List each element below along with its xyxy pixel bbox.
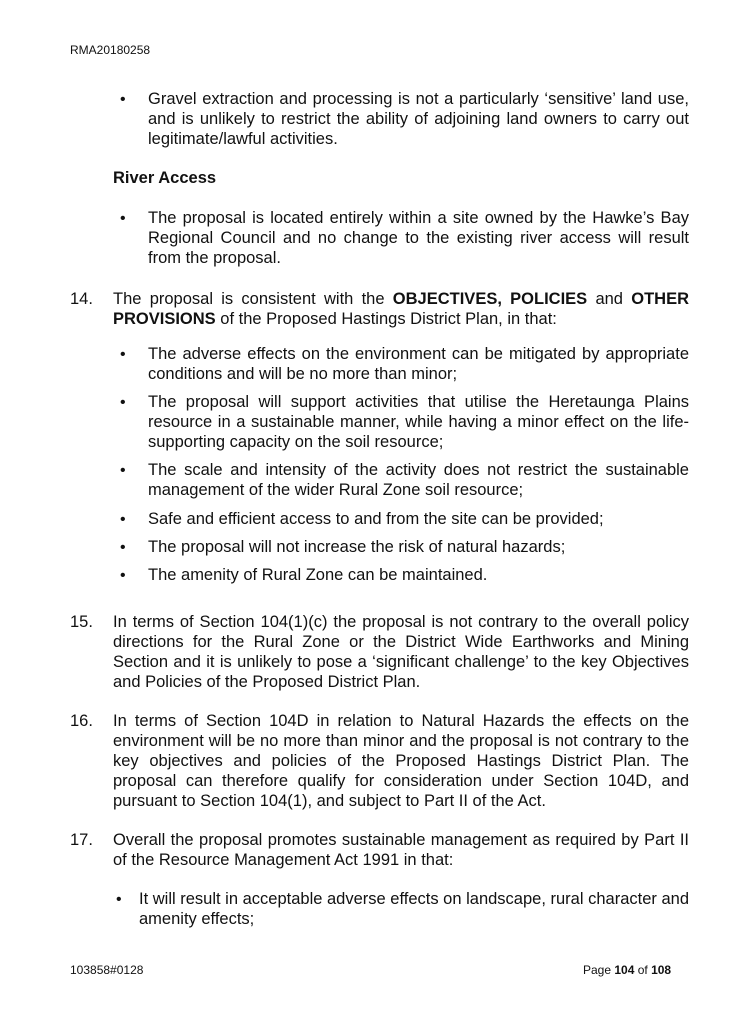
bullet-dot: • [120,346,126,363]
bullet-dot: • [120,462,126,479]
item-17-number: 17. [70,831,93,849]
bullet-dot: • [116,891,122,908]
bullet-dot: • [120,511,126,528]
bullet-dot: • [120,539,126,556]
item-14-bullet-4: Safe and efficient access to and from the site can be provided; [148,510,604,528]
item-14-number: 14. [70,290,93,308]
item-14-intro [113,289,689,329]
item-14-intro-part: and [587,290,632,308]
item-14-bullet-1: The adverse effects on the environment can be mitigated by appropriate conditions and will be no more than minor; [148,345,689,383]
gravel-bullet-text: Gravel extraction and processing is not a particularly ‘sensitive’ land use, and is unlikely to restrict the ability of adjoining land owners to carry out legitimate/lawful activities. [148,90,689,148]
footer-current-page: 104 [614,963,635,977]
footer-document-id: 103858#0128 [70,963,144,977]
item-14-bullet-6: The amenity of Rural Zone can be maintained. [148,566,488,584]
bullet-dot: • [120,567,126,584]
item-14-intro-part: The proposal is consistent with the [113,290,393,308]
river-access-bullet-text: The proposal is located entirely within a site owned by the Hawke’s Bay Regional Council and no change to the existing river access will result from the proposal. [148,209,689,267]
item-14-intro-part: of the Proposed Hastings District Plan, in that: [215,310,557,328]
bullet-dot: • [120,394,126,411]
item-16-number: 16. [70,712,93,730]
footer-page-label: Page [583,963,615,977]
item-16-text: In terms of Section 104D in relation to Natural Hazards the effects on the environment will be no more than minor and the proposal is not contrary to the key objectives and policies of the Proposed Hastings District Plan. The proposal can therefore qualify for consideration under Section 104D, and pursuant to Section 104(1), and subject to Part II of the Act. [113,712,689,810]
footer-of-label: of [634,963,652,977]
item-14-bullet-5: The proposal will not increase the risk of natural hazards; [148,538,566,556]
item-15-text: In terms of Section 104(1)(c) the proposal is not contrary to the overall policy directions for the Rural Zone or the District Wide Earthworks and Mining Section and it is unlikely to pose a ‘significant challenge’ to the key Objectives and Policies of the Proposed District Plan. [113,613,689,691]
footer-page-number [583,963,671,977]
river-access-heading: River Access [113,169,217,187]
item-17-bullet-1: It will result in acceptable adverse effects on landscape, rural character and amenity effects; [139,890,689,928]
item-15-number: 15. [70,613,93,631]
bullet-dot: • [120,91,126,108]
item-17-text: Overall the proposal promotes sustainable management as required by Part II of the Resource Management Act 1991 in that: [113,831,689,869]
item-14-bold-objectives: OBJECTIVES, POLICIES [392,290,588,308]
document-reference: RMA20180258 [70,43,151,57]
item-14-bullet-2: The proposal will support activities that utilise the Heretaunga Plains resource in a sustainable manner, while having a minor effect on the life-supporting capacity on the soil resource; [148,393,689,451]
item-14-bullet-3: The scale and intensity of the activity does not restrict the sustainable management of the wider Rural Zone soil resource; [148,461,689,499]
bullet-dot: • [120,210,126,227]
item-14-bold-provisions: OTHER PROVISIONS [113,290,689,328]
footer-total-pages: 108 [651,963,672,977]
